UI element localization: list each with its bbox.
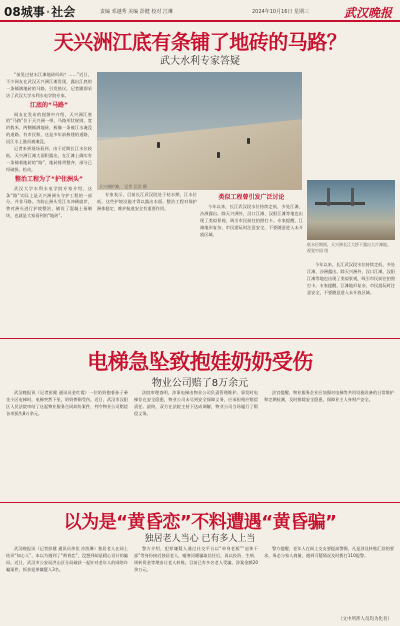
article2-headline: 电梯急坠致抱娃奶奶受伤 [87, 350, 313, 374]
article1-column-4 [307, 262, 395, 328]
article1-subhead-1: 江底的“马路” [30, 101, 68, 109]
section-number: 08 [4, 5, 21, 19]
section-subname: 社会 [51, 5, 76, 19]
article3-paragraph: 警方提醒，老年人在网上交友要提高警惕，凡是涉及转账汇款的要求，务必与家人商量，遇到可疑情况及时拨打110报警。 [264, 546, 394, 558]
article1-paragraph: 今年以来，长江武汉段水位持续走低，多处江滩、沙洲露出。除天兴洲外，汉口江滩、汉阳江滩等地也出现了类似景观，吸引市民前往拍照打卡。专家提醒，江滩地形复杂，市民游玩时注意安全，不要随意进入未开放区域。 [307, 262, 395, 295]
section-divider [0, 502, 400, 503]
article1-lead: “前见过枯水江滩地砖吗吗？……”近日，不少网友在武汉天兴洲江滩发现，露出江底的一条铺满地砖的马路，引发热议。记者随即采访了武汉大学水利水电学院专家。 [6, 72, 92, 98]
article3-column-2 [134, 546, 258, 616]
article2-paragraph: 武汉晚报讯（记者彭健 通讯员金红霞）一位奶奶抱着孙子乘坐小区电梯时，电梯突然下坠，奶奶摔倒受伤。近日，武汉市汉阳区人民法院审结了这起物业服务合同纠纷案件，判令物业公司赔偿各项损失8万余元。 [6, 390, 128, 416]
article2-column-1 [6, 390, 128, 498]
staff-credits: 责编 邓越秀 美编 彭健 校对 江琳 [100, 9, 173, 15]
article1-column-1 [6, 72, 92, 328]
article3-headline: 以为是“黄昏恋”不料遭遇“黄昏骗” [63, 512, 337, 533]
article2-column-2 [134, 390, 258, 498]
section-logo: 08城事·社会 [4, 5, 76, 19]
article1-paragraph: 记者来到现场看到，由于近期长江水位较低，天兴洲江滩大面积露出，在江滩上确实有一条铺着地砖的“路”，地砖排列整齐，部分已经破损、松动。 [6, 146, 92, 172]
article1-paragraph: 武汉大学水利水电学院专家介绍，这条“路”实际上是天兴洲洲头守护工程的一部分，并非马路。为防止洲头受江水冲刷崩岸，曾对洲头进行护坡整治，铺设了混凝土预制块，也就是大家看到的“地砖”。 [6, 185, 92, 219]
article1-paragraph: 网友在发布的视频中介绍，天兴洲江底的“马路”位于天兴洲一带，马路形状规则，宽约数米，两侧铺满地砖，极像一条被江水淹没的道路。有市民称，这是多年前修建的道路，因江水上涨而被淹没。 [6, 111, 92, 145]
article1-paragraph: 专家表示，目前长江武汉段处于枯水期，江水位低，这些护坡设施才得以露出水面。整治工程对保护洲体稳定、维护航道安全有重要作用。 [97, 192, 197, 211]
article1-subheadline: 武大水利专家答疑 [160, 56, 240, 67]
article3-paragraph: 武汉晚报讯（记者彭健 通讯员余佳 沙凯琳）独居老人在网上结识“知心人”，本以为遇到了“黄昏恋”，没想到却是精心设计的骗局。近日，武汉市公安局洪山区分局破获一起针对老年人的网络诈骗案件，抓获犯罪嫌疑人3名。 [6, 546, 128, 572]
article3-column-1 [6, 546, 128, 616]
article1-column-2 [97, 192, 197, 328]
article3-paragraph: 警方介绍，犯罪嫌疑人通过社交平台以“单身老板”“退休干部”等身份接近独居老人，嘘寒问暖骗取信任后，再以投资、生病、周转资金等理由让老人转账。目前已有多名老人受骗，涉案金额20余万元。 [134, 546, 258, 572]
article1-photo-riverbank [97, 72, 302, 190]
article3-footnote: （文中所涉人员均为化名） [338, 617, 392, 622]
article3-subheadline: 独居老人当心 已有多人上当 [144, 534, 256, 544]
issue-date: 2024年10月16日 星期三 [252, 9, 310, 15]
section-divider [0, 338, 400, 339]
article1-paragraph: 今年以来，长江武汉段水位持续走低，多处江滩、沙洲露出。除天兴洲外，汉口江滩、汉阳江滩等地也出现了类似景观，吸引市民前往拍照打卡。专家提醒，江滩地形复杂，市民游玩时注意安全，不要随意进入未开放区域。 [200, 203, 303, 237]
article1-column-3 [200, 192, 303, 328]
article1-subhead-2: 整治工程为了“护住洲头” [15, 175, 83, 183]
article2-paragraph: 法官提醒，物业服务企业应加强对电梯等共用设施设备的日常维护和定期检测，及时排除安全隐患，保障业主人身财产安全。 [264, 390, 394, 402]
article1-headline: 天兴洲江底有条铺了地砖的马路？ [53, 30, 347, 54]
article1-photo2-caption: 低水位期间，天兴洲长江大桥下露出大片滩地。 视觉中国 图 [307, 242, 391, 253]
article1-photo-bridge [307, 180, 395, 240]
article2-subheadline: 物业公司赔了8万余元 [151, 378, 249, 389]
article1-photo-caption: 天兴洲护滩。 记者 汪洋 摄 [99, 184, 147, 189]
article3-column-3 [264, 546, 394, 612]
newspaper-logo: 武汉晚报 [343, 6, 392, 20]
page-header [0, 0, 400, 22]
section-name: 城事 [20, 5, 45, 19]
article2-paragraph: 法院审理查明，涉事电梯由物业公司负责管理维护。事发时电梯存在安全隐患，物业公司未尽到安全保障义务，应承担相应赔偿责任。最终，双方在法院主持下达成调解，物业公司当场履行了赔偿义务。 [134, 390, 258, 416]
article1-subhead-3: 类似工程曾引发广泛讨论 [218, 194, 285, 201]
article2-column-3 [264, 390, 394, 498]
header-rule [0, 20, 400, 22]
